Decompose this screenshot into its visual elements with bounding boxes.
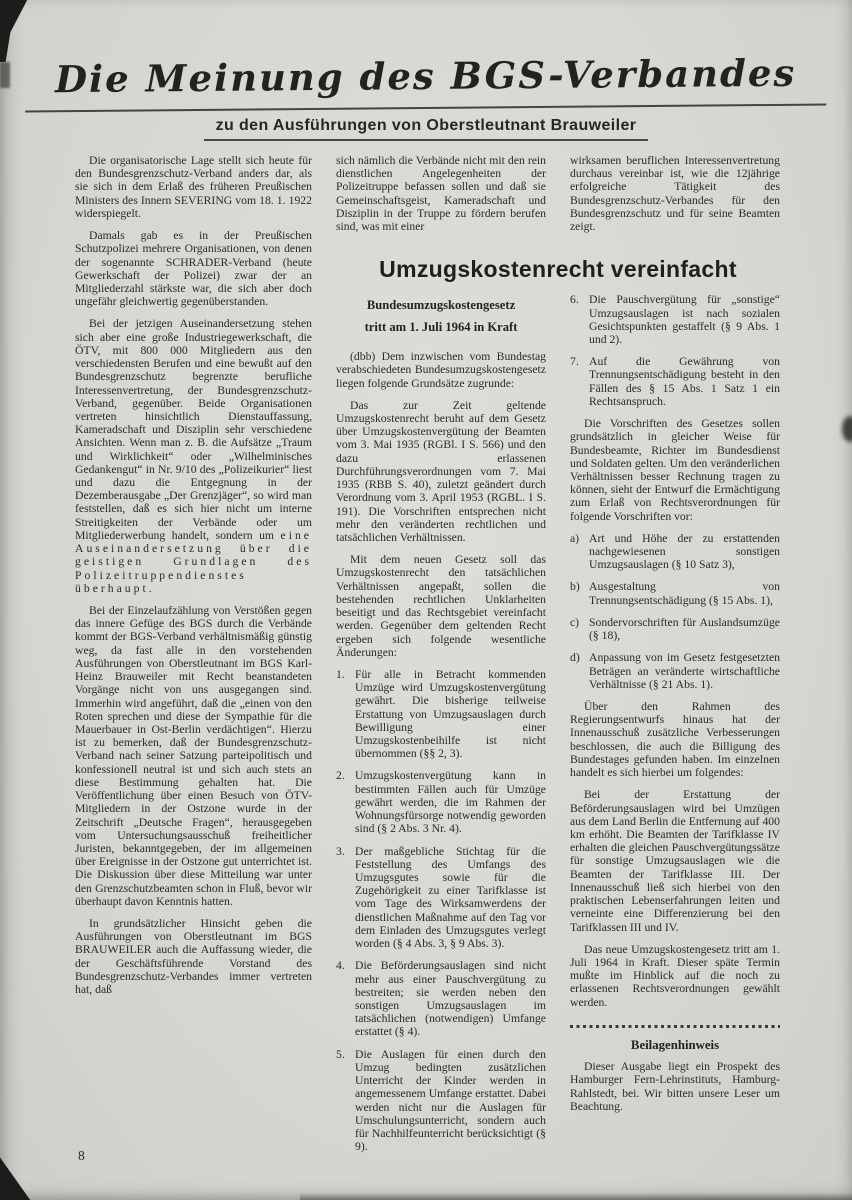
page-content bbox=[0, 141, 852, 1162]
article-subheading bbox=[336, 295, 546, 338]
bgs-continuation-column-3 bbox=[570, 154, 780, 242]
bgs-paragraph-5: In grundsätzlicher Hinsicht geben die Ausführungen von Oberstleutnant im BGS BRAUWEILER auch die Auffassung wieder, die der Geschäftsführende Vorstand des Bundesgrenzschutz-Verbandes immer vertreten hat, daß bbox=[75, 917, 312, 997]
lettered-item-a bbox=[570, 532, 780, 572]
item-text: Der maßgebliche Stichtag für die Feststellung des Umfangs des Umzugsgutes sowie für die Zugehörigkeit zu einer Tarifklasse ist vom Tage des Wirksamwerdens der dienstlichen Maßnahme auf den Tag vor dem Einladen des Umzugsgutes verlegt worden (§ 4 Abs. 3, § 9 Abs. 3). bbox=[355, 844, 546, 951]
notice-heading: Beilagenhinweis bbox=[630, 1037, 720, 1052]
article-intro-1: (dbb) Dem inzwischen vom Bundestag verabschiedeten Bundesumzugskostengesetz liegen folgende Grundsätze zugrunde: bbox=[336, 350, 546, 390]
item-text: Die Beförderungsauslagen sind nicht mehr aus einer Pauschvergütung zu bestreiten; sie werden neben den sonstigen Umzugsauslagen im tatsächlichen (notwendigen) Umfange erstattet (§ 4). bbox=[355, 959, 546, 1039]
right-area bbox=[336, 154, 780, 1162]
bgs-paragraph-1: Die organisatorische Lage stellt sich heute für den Bundesgrenzschutz-Verband anders dar, als sie sich in dem Erlaß des früheren Preußischen Ministers des Innern SEVERING vom 18. 1. 1922 widerspiegelt. bbox=[75, 154, 312, 220]
article-left-column bbox=[336, 293, 546, 1162]
page-subtitle: zu den Ausführungen von Oberstleutnant Brauweiler bbox=[204, 112, 649, 141]
insert-notice bbox=[570, 1038, 780, 1113]
item-number: 4. bbox=[336, 959, 345, 973]
article-heading: Umzugskostenrecht vereinfacht bbox=[379, 256, 737, 283]
item-letter: a) bbox=[570, 531, 580, 545]
numbered-item-4 bbox=[336, 959, 546, 1038]
bgs-paragraph-3-text: Bei der jetzigen Auseinandersetzung stehen sich aber eine große Industriegewerkschaft, die ÖTV, mit 800 000 Mitgliedern aus den verschiedensten Berufen und eine bewußt auf den Bundesgrenzschutz begrenzte berufliche Interessenvertretung, der Bundesgrenzschutz-Verband, gegenüber. Beide Organisationen vertreten hinsichtlich Dienstauffassung, Kameradschaft und Disziplin sehr verschiedene Ansichten. Wenn man z. B. die Aufsätze „Traum und Wirklichkeit“ oder „Wilhelminisches Gedankengut“ in Nr. 9/10 des „Polizeikurier“ liest und dazu die Entgegnung in der Dezemberausgabe „Der Grenzjäger“, so wird man feststellen, daß es sich hier nicht um interne Streitigkeiten der Verbände oder um Mitgliederwerbung handelt, sondern um bbox=[75, 317, 312, 542]
bgs-article-column bbox=[75, 154, 312, 1162]
scan-artifact-right-edge bbox=[842, 416, 852, 442]
item-text: Art und Höhe der zu erstattenden nachgewiesenen sonstigen Umzugsauslagen (§ 10 Satz 3), bbox=[589, 531, 780, 572]
dotted-divider bbox=[570, 1025, 780, 1028]
item-number: 1. bbox=[336, 667, 345, 681]
item-number: 3. bbox=[336, 844, 345, 858]
item-text: Anpassung von im Gesetz festgesetzten Beträgen an veränderte wirtschaftliche Verhältnisse (§ 21 Abs. 1). bbox=[589, 651, 780, 691]
page-number: 8 bbox=[78, 1148, 85, 1163]
bgs-continuation-text-2: sich nämlich die Verbände nicht mit den rein dienstlichen Angelegenheiten der Polizeitruppe befassen sollen und daß sie Gemeinschaftsgeist, Kameradschaft und Disziplin in der Truppe zu fördern berufen sind, was mit einer bbox=[336, 154, 546, 234]
bgs-paragraph-4: Bei der Einzelaufzählung von Verstößen gegen das innere Gefüge des BGS durch die Verbände kommt der BGS-Verband verhältnismäßig günstig weg, da fast alle in den vorstehenden Ausführungen von Oberstleutnant im BGS Karl-Heinz Brauweiler mit Recht beanstandeten Vorgänge nicht von uns ausgegangen sind. Immerhin wird angeführt, daß die „einen von den Roten sprechen und diese der Sympathie für die Mauerbauer in Ost-Berlin verdächtigen“. Hierzu ist zu bemerken, daß der Bundesgrenzschutz-Verband nach seiner Satzung parteipolitisch und konfessionell neutral ist und sich auch stets an diese Bestimmung gehalten hat. Die Veröffentlichung über einen Besuch von ÖTV-Mitgliedern in der Ostzone wurde in der Zeitschrift „Deutsche Fragen“, herausgegeben vom Untersuchungsausschuß freiheitlicher Juristen, bekanntgegeben, der im allgemeinen über Ereignisse in der Ostzone gut unterrichtet ist. Die Diskussion über diese Mitteilung war unter den Grenzschutzbeamten schon in Fluß, bevor wir überhaupt davon Kenntnis hatten. bbox=[75, 604, 312, 908]
scan-shadow-bottom bbox=[300, 1193, 852, 1200]
item-letter: c) bbox=[570, 615, 580, 629]
article-right-paragraph-3: Bei der Erstattung der Beförderungsauslagen wird bei Umzügen aus dem Land Berlin die Entfernung auf 400 km erhöht. Die Beamten der Tarifklasse IV erhalten die gleichen Pauschvergütungssätze für sonstige Umzugsauslagen wie die Beamten der Tarifklasse III. Der Innenausschuß ließ sich hierbei von den praktischen Lebenserfahrungen leiten und verneinte eine Differenzierung bei den Tarifklassen III und IV. bbox=[570, 788, 780, 934]
lettered-item-c bbox=[570, 616, 780, 642]
item-text: Die Pauschvergütung für „sonstige“ Umzugsauslagen ist nach sozialen Gesichtspunkten gestaffelt (§ 9 Abs. 1 und 2). bbox=[589, 293, 780, 346]
bgs-paragraph-2: Damals gab es in der Preußischen Schutzpolizei mehrere Organisationen, von denen der sogenannte SCHRADER-Verband (heute Gewerkschaft der Polizei) zwar der an Mitgliederzahl stärkste war, die sich aber doch ungefähr gleichwertig gegenüberstanden. bbox=[75, 229, 312, 309]
numbered-item-7 bbox=[570, 355, 780, 408]
numbered-item-3 bbox=[336, 845, 546, 951]
page-header bbox=[0, 0, 852, 141]
article-intro-3: Mit dem neuen Gesetz soll das Umzugskostenrecht den tatsächlichen Verhältnissen angepaßt, sollen die bestehenden rechtlichen Unklarheiten beseitigt und das Rechtsgebiet vereinfacht werden. Gegenüber dem geltenden Recht ergeben sich folgende wesentliche Änderungen: bbox=[336, 553, 546, 659]
item-number: 5. bbox=[336, 1047, 345, 1061]
item-text: Auf die Gewährung von Trennungsentschädigung besteht in den Fällen des § 15 Abs. 1 Satz 1 ein Rechtsanspruch. bbox=[589, 355, 780, 408]
item-number: 7. bbox=[570, 355, 579, 369]
numbered-item-5 bbox=[336, 1048, 546, 1154]
bgs-continuation-column-2 bbox=[336, 154, 546, 242]
numbered-item-6 bbox=[570, 293, 780, 346]
article-right-column bbox=[570, 293, 780, 1162]
item-text: Ausgestaltung von Trennungsentschädigung (§ 15 Abs. 1), bbox=[589, 580, 780, 607]
article-right-paragraph-1: Die Vorschriften des Gesetzes sollen grundsätzlich in gleicher Weise für Bundesbeamte, Richter im Bundesdienst und Soldaten gelten. Um den veränderlichen Verhältnissen besser Rechnung tragen zu können, sieht der Entwurf die Ermächtigung zum Erlaß von Rechtsverordnungen für folgende Vorschriften vor: bbox=[570, 417, 780, 523]
article-subheading-line-2: tritt am 1. Juli 1964 in Kraft bbox=[364, 319, 518, 334]
page-title: Die Meinung des BGS-Verbandes bbox=[25, 51, 827, 113]
item-text: Die Auslagen für einen durch den Umzug bedingten zusätzlichen Unterricht der Kinder werden in angemessenem Umfange erstattet. Dabei werden nicht nur die Auslagen für Umschulungsunterricht, sondern auch für Nachhilfeunterricht berücksichtigt (§ 9). bbox=[355, 1047, 546, 1154]
notice-text: Dieser Ausgabe liegt ein Prospekt des Hamburger Fern-Lehrinstituts, Hamburg-Rahlstedt, bei. Wir bitten unsere Leser um Beachtung. bbox=[570, 1060, 780, 1113]
lettered-item-d bbox=[570, 651, 780, 691]
scan-artifact-left-edge bbox=[0, 62, 10, 88]
lettered-item-b bbox=[570, 580, 780, 606]
bgs-paragraph-3-emphasis: eine Auseinandersetzung über die geistigen Grundlagen des Polizeitruppendienstes überhaupt. bbox=[75, 528, 312, 595]
numbered-item-2 bbox=[336, 769, 546, 835]
item-letter: d) bbox=[570, 651, 580, 665]
article-subheading-line-1: Bundesumzugskostengesetz bbox=[366, 298, 516, 313]
article-intro-2: Das zur Zeit geltende Umzugskostenrecht beruht auf dem Gesetz über Umzugskostenvergütung der Beamten vom 3. Mai 1935 (RGBl. I S. 566) und den dazu erlassenen Durchführungsverordnungen vom 7. Mai 1935 (RBB S. 40), zuletzt geändert durch Verordnung vom 3. April 1953 (RGBL. I S. 191). Die Vorschriften entsprechen nicht mehr den veränderten rechtlichen und tatsächlichen Verhältnissen. bbox=[336, 398, 546, 544]
item-letter: b) bbox=[570, 580, 580, 594]
article-right-paragraph-2: Über den Rahmen des Regierungsentwurfs hinaus hat der Innenausschuß zusätzliche Verbesserungen beschlossen, die auch die Billigung des Bundestages gefunden haben. Im einzelnen handelt es sich hierbei um folgendes: bbox=[570, 700, 780, 780]
bgs-intro-continuation bbox=[336, 154, 780, 242]
umzugskosten-article bbox=[336, 256, 780, 1162]
item-text: Umzugskostenvergütung kann in bestimmten Fällen auch für Umzüge gewährt werden, die im Rahmen der Wohnungsfürsorge notwendig geworden sind (§ 2 Abs. 3 Nr. 4). bbox=[355, 769, 546, 836]
bgs-paragraph-3 bbox=[75, 317, 312, 595]
item-number: 6. bbox=[570, 293, 579, 307]
article-right-paragraph-4: Das neue Umzugskostengesetz tritt am 1. Juli 1964 in Kraft. Dieser späte Termin mußte im Hinblick auf die noch zu erlassenen Rechtsverordnungen gewählt werden. bbox=[570, 942, 780, 1009]
item-text: Sondervorschriften für Auslandsumzüge (§ 18), bbox=[589, 615, 780, 643]
article-columns bbox=[336, 293, 780, 1162]
numbered-item-1 bbox=[336, 668, 546, 761]
item-number: 2. bbox=[336, 769, 345, 783]
item-text: Für alle in Betracht kommenden Umzüge wird Umzugskostenvergütung gewährt. Die bisherige teilweise Erstattung von Umzugsauslagen durch Bewilligung einer Umzugskostenbeihilfe ist nicht übernommen (§§ 2, 3). bbox=[355, 667, 546, 761]
bgs-continuation-text-3: wirksamen beruflichen Interessenvertretung durchaus vereinbar ist, wie die 12jährige erfolgreiche Tätigkeit des Bundesgrenzschutz-Verbandes für den Bundesgrenzschutz und für seine Beamten zeigt. bbox=[570, 154, 780, 234]
